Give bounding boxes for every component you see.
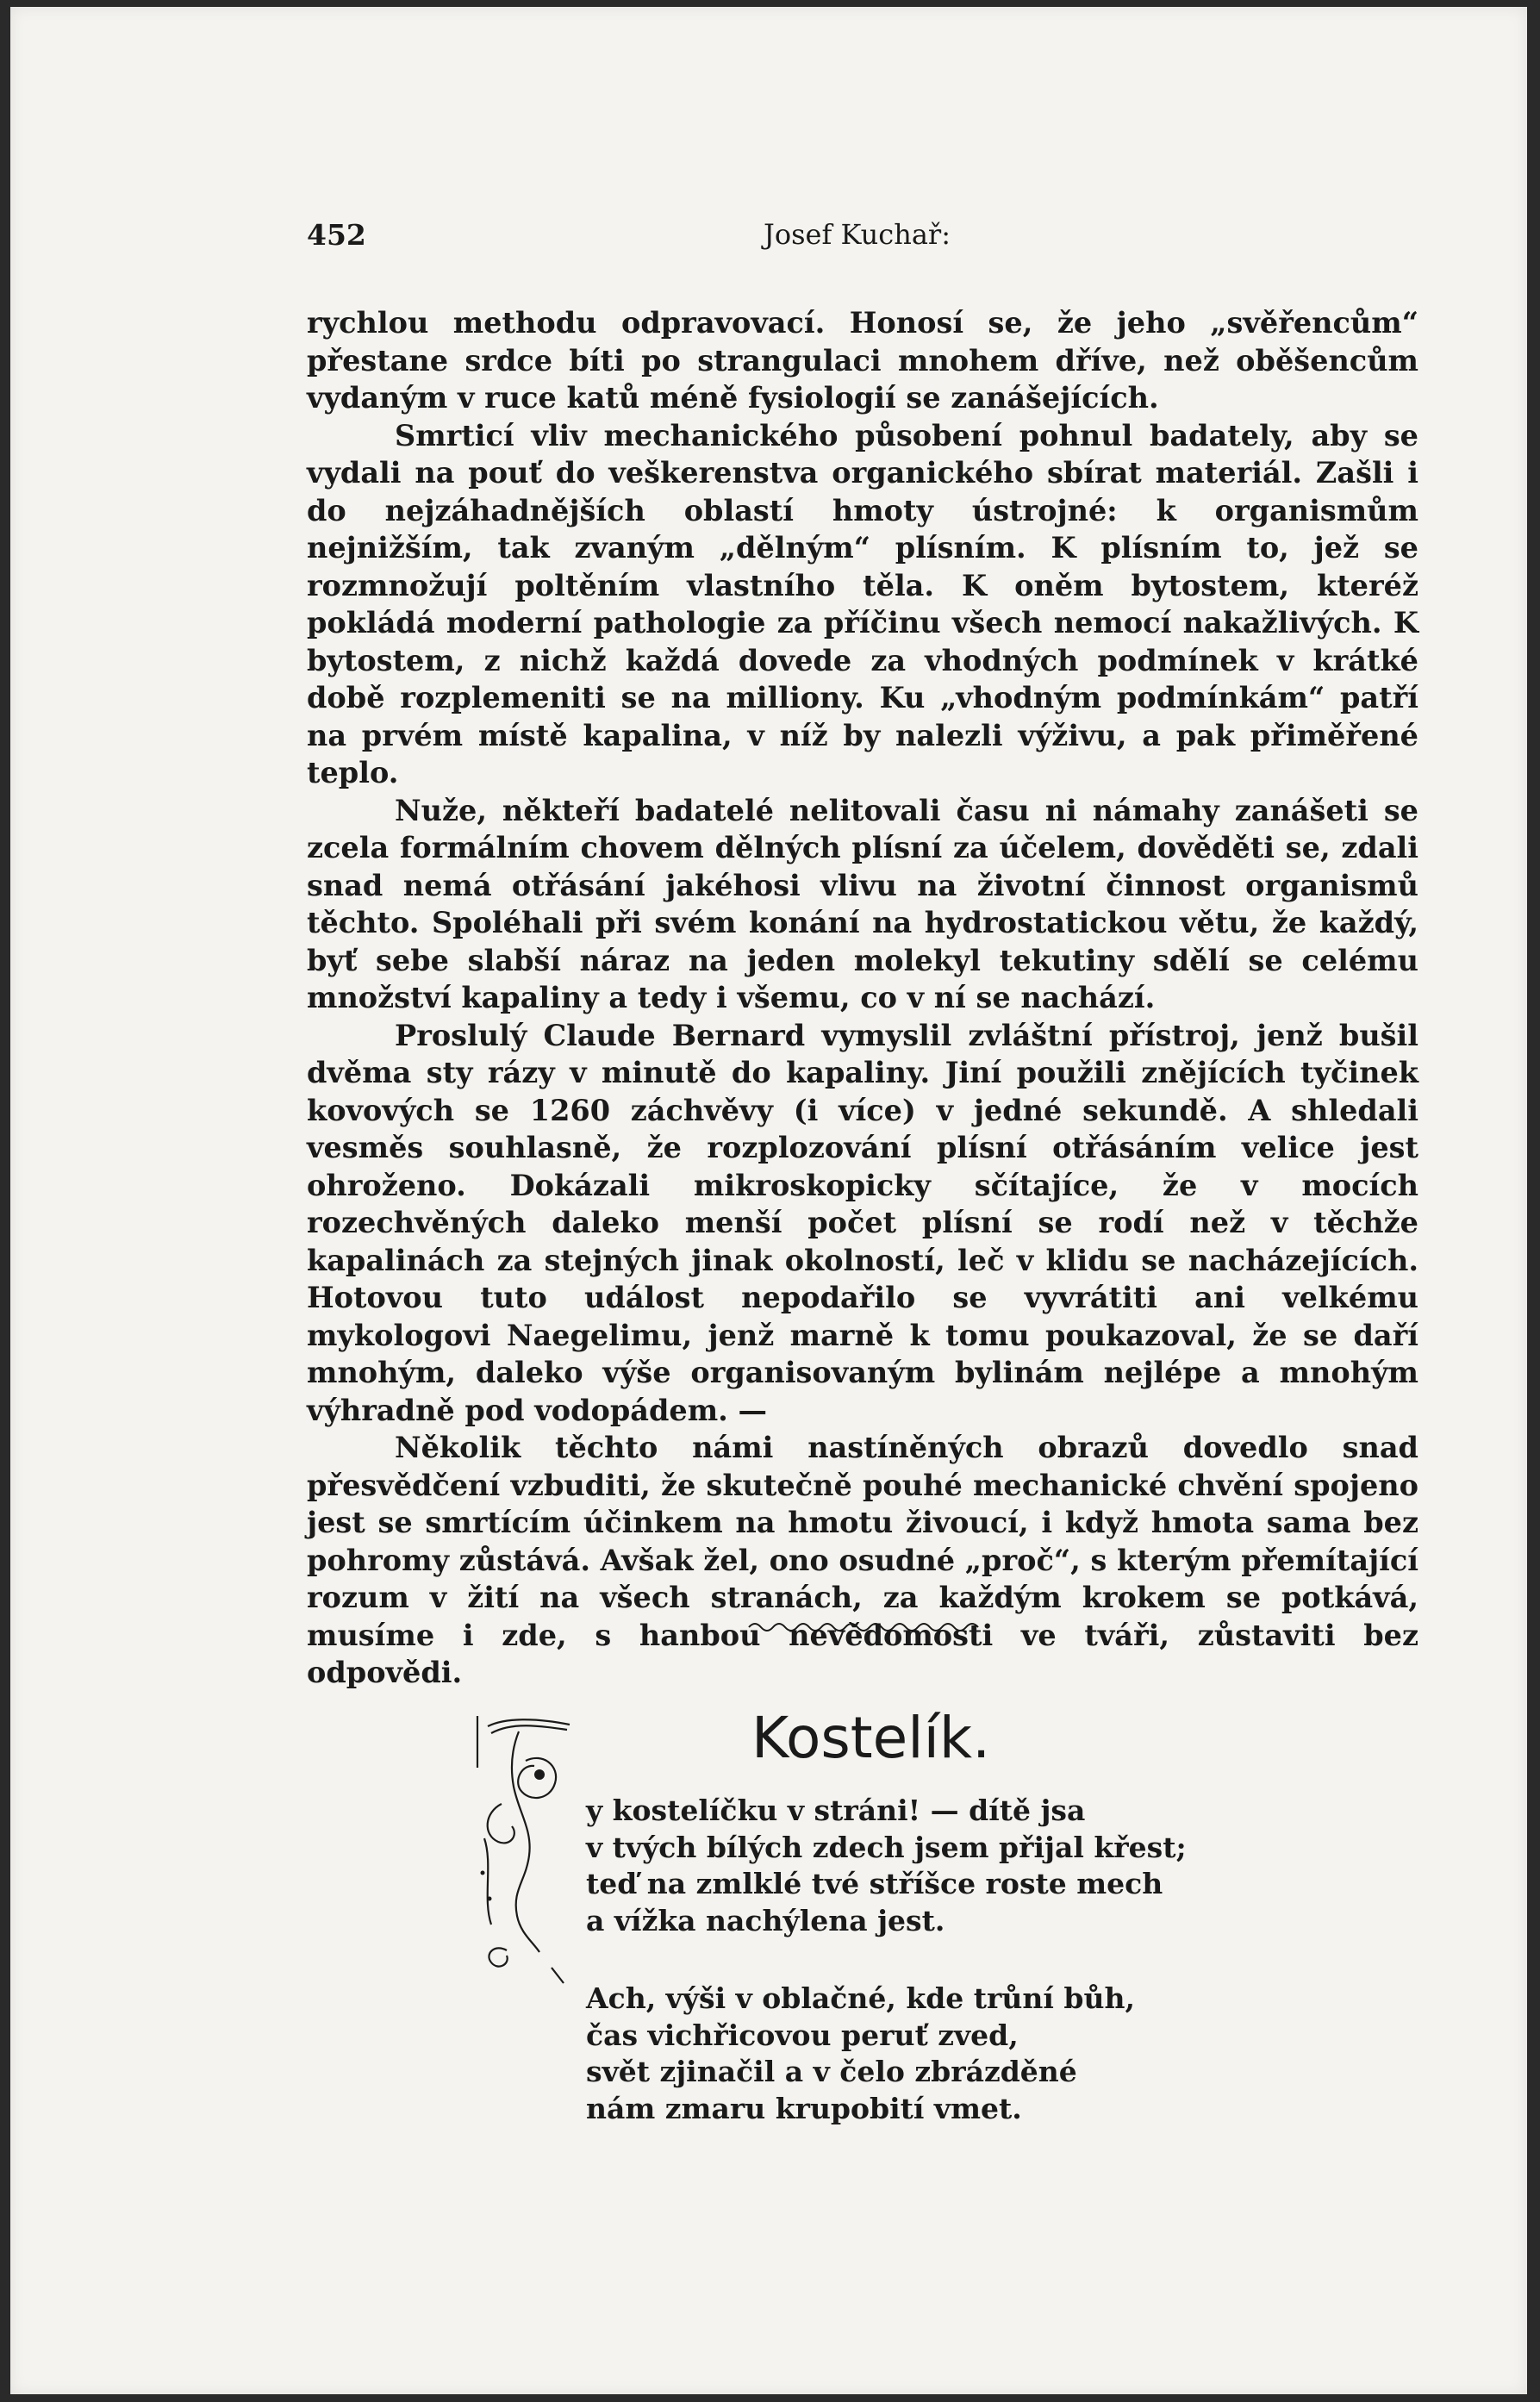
page-number: 452 [307, 218, 366, 252]
running-head [307, 218, 1418, 261]
poem-line: v tvých bílých zdech jsem přijal křest; [586, 1830, 1187, 1864]
article-body [307, 304, 1418, 1692]
paragraph: Proslulý Claude Bernard vymyslil zvláštní přístroj, jenž bušil dvěma sty rázy v minutě do kapaliny. Jiní použili znějících tyčinek kovových se 1260 záchvěvy (i více) v jedné sekundě. A shledali vesměs souhlasně, že rozplozování plísní otřásáním velice jest ohroženo. Dokázali mikroskopicky sčítajíce, že v mocích rozechvěných daleko menší počet plísní se rodí než v těchže kapalinách za stejných jinak okolností, leč v klidu se nacházejících. Hotovou tuto událost nepodařilo se vyvrátiti ani velkému mykologovi Naegelimu, jenž marně k tomu poukazoval, že se daří mnohým, daleko výše organisovaným bylinám nejlépe a mnohým výhradně pod vodopádem. — [307, 1018, 1418, 1427]
poem-stanza-1 [586, 1793, 1187, 1939]
poem-line: y kostelíčku v stráni! — dítě jsa [586, 1794, 1086, 1827]
section-divider-ornament [747, 1619, 980, 1636]
book-page [10, 7, 1527, 2394]
poem-line: nám zmaru krupobití vmet. [586, 2091, 1022, 2125]
poem-title: Kostelík. [751, 1705, 991, 1771]
poem-line: a vížka nachýlena jest. [586, 1903, 945, 1937]
poem-line: čas vichřicovou peruť zved, [586, 2018, 1019, 2052]
paragraph: Nuže, někteří badatelé nelitovali času ni námahy zanášeti se zcela formálním chovem dělných plísní za účelem, dověděti se, zdali snad nemá otřásání jakéhosi vlivu na životní činnost organismů těchto. Spoléhali při svém konání na hydrostatickou větu, že každý, byť sebe slabší náraz na jeden molekyl tekutiny sdělí se celému množství kapaliny a tedy i všemu, co v ní se nachází. [307, 793, 1418, 1014]
running-title: Josef Kuchař: [764, 218, 951, 251]
paragraph: rychlou methodu odpravovací. Honosí se, že jeho „svěřencům“ přestane srdce bíti po strangulaci mnohem dříve, než oběšencům vydaným v ruce katů méně fysiologií se zanášejících. [307, 306, 1418, 415]
poem-line: teď na zmlklé tvé stříšce roste mech [586, 1867, 1163, 1900]
paragraph: Smrticí vliv mechanického působení pohnul badately, aby se vydali na pouť do veškerenstva organického sbírat materiál. Zašli i do nejzáhadnějších oblastí hmoty ústrojné: k organismům nejnižším, tak zvaným „dělným“ plísním. K plísním to, jež se rozmnožují poltěním vlastního těla. K oněm bytostem, kteréž pokládá moderní pathologie za příčinu všech nemocí nakažlivých. K bytostem, z nichž každá dovede za vhodných podmínek v krátké době rozplemeniti se na milliony. Ku „vhodným podmínkám“ patří na prvém místě kapalina, v níž by nalezli výživu, a pak přiměřené teplo. [307, 418, 1418, 789]
poem-stanza-2 [586, 1981, 1135, 2127]
ornamental-drop-cap [467, 1709, 588, 1985]
poem-line: Ach, výši v oblačné, kde trůní bůh, [586, 1981, 1135, 2015]
paragraph: Několik těchto námi nastíněných obrazů dovedlo snad přesvědčení vzbuditi, že skutečně pouhé mechanické chvění spojeno jest se smrtícím účinkem na hmotu živoucí, i když hmota sama bez pohromy zůstává. Avšak žel, ono osudné „proč“, s kterým přemítající rozum v žití na všech stranách, za každým krokem se potkává, musíme i zde, s hanbou nevědomosti ve tváři, zůstaviti bez odpovědi. [307, 1431, 1418, 1689]
poem-line: svět zjinačil a v čelo zbrázděné [586, 2055, 1077, 2088]
